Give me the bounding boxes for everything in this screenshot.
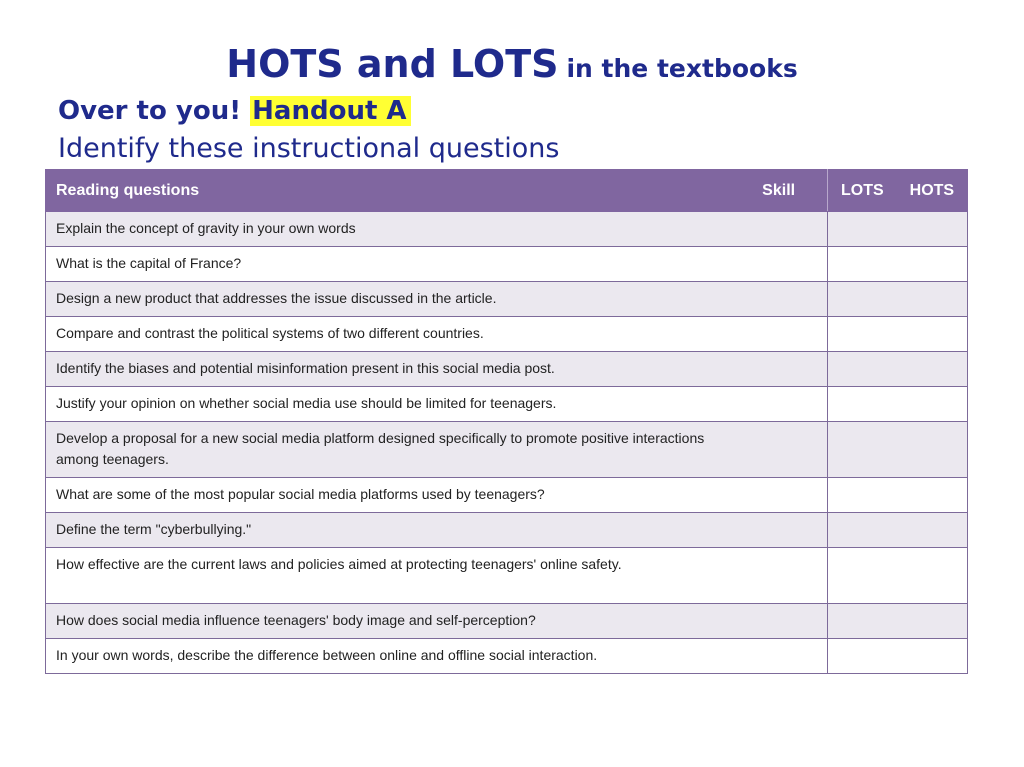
table-row <box>46 604 968 639</box>
table-row <box>46 247 968 282</box>
intro-lead: Over to you! <box>58 96 242 126</box>
skill-cell[interactable] <box>730 639 828 674</box>
questions-table <box>45 169 968 674</box>
question-text: How does social media influence teenagers' body image and self-perception? <box>46 604 730 639</box>
question-text: Identify the biases and potential misinformation present in this social media post. <box>46 352 730 387</box>
table-row <box>46 548 968 604</box>
table-header-row <box>46 170 968 212</box>
header-lots: LOTS <box>840 181 884 199</box>
skill-cell[interactable] <box>730 513 828 548</box>
instruction-text: Identify these instructional questions <box>58 133 560 164</box>
skill-cell[interactable] <box>730 604 828 639</box>
title-subtitle: in the textbooks <box>566 54 798 83</box>
lots-hots-cell[interactable] <box>828 212 968 247</box>
skill-cell[interactable] <box>730 247 828 282</box>
skill-cell[interactable] <box>730 282 828 317</box>
question-text: How effective are the current laws and policies aimed at protecting teenagers' online safety. <box>46 548 730 604</box>
skill-cell[interactable] <box>730 212 828 247</box>
handout-label: Handout A <box>250 96 410 126</box>
lots-hots-cell[interactable] <box>828 478 968 513</box>
question-text: Define the term "cyberbullying." <box>46 513 730 548</box>
table-row <box>46 639 968 674</box>
question-text: Justify your opinion on whether social media use should be limited for teenagers. <box>46 387 730 422</box>
header-lots-hots <box>828 170 968 212</box>
table-row <box>46 478 968 513</box>
question-text: Design a new product that addresses the issue discussed in the article. <box>46 282 730 317</box>
lots-hots-cell[interactable] <box>828 247 968 282</box>
lots-hots-cell[interactable] <box>828 317 968 352</box>
lots-hots-cell[interactable] <box>828 422 968 478</box>
lots-hots-cell[interactable] <box>828 282 968 317</box>
question-text: What are some of the most popular social media platforms used by teenagers? <box>46 478 730 513</box>
lots-hots-cell[interactable] <box>828 352 968 387</box>
question-text: Explain the concept of gravity in your own words <box>46 212 730 247</box>
skill-cell[interactable] <box>730 478 828 513</box>
skill-cell[interactable] <box>730 548 828 604</box>
lots-hots-cell[interactable] <box>828 548 968 604</box>
lots-hots-cell[interactable] <box>828 387 968 422</box>
table-row <box>46 352 968 387</box>
intro-heading <box>58 96 411 126</box>
skill-cell[interactable] <box>730 317 828 352</box>
question-text: What is the capital of France? <box>46 247 730 282</box>
question-text: Develop a proposal for a new social media platform designed specifically to promote positive interactions among teenagers. <box>46 422 730 478</box>
table-row <box>46 317 968 352</box>
table-row <box>46 513 968 548</box>
question-text: In your own words, describe the difference between online and offline social interaction. <box>46 639 730 674</box>
page-title <box>0 42 1024 86</box>
header-skill: Skill <box>730 170 828 212</box>
lots-hots-cell[interactable] <box>828 604 968 639</box>
table-row <box>46 282 968 317</box>
lots-hots-cell[interactable] <box>828 513 968 548</box>
header-hots: HOTS <box>909 181 955 199</box>
skill-cell[interactable] <box>730 387 828 422</box>
skill-cell[interactable] <box>730 422 828 478</box>
header-reading-questions: Reading questions <box>46 170 730 212</box>
title-main: HOTS and LOTS <box>226 42 559 86</box>
table-row <box>46 212 968 247</box>
skill-cell[interactable] <box>730 352 828 387</box>
table-row <box>46 387 968 422</box>
lots-hots-cell[interactable] <box>828 639 968 674</box>
question-text: Compare and contrast the political systems of two different countries. <box>46 317 730 352</box>
table-row <box>46 422 968 478</box>
